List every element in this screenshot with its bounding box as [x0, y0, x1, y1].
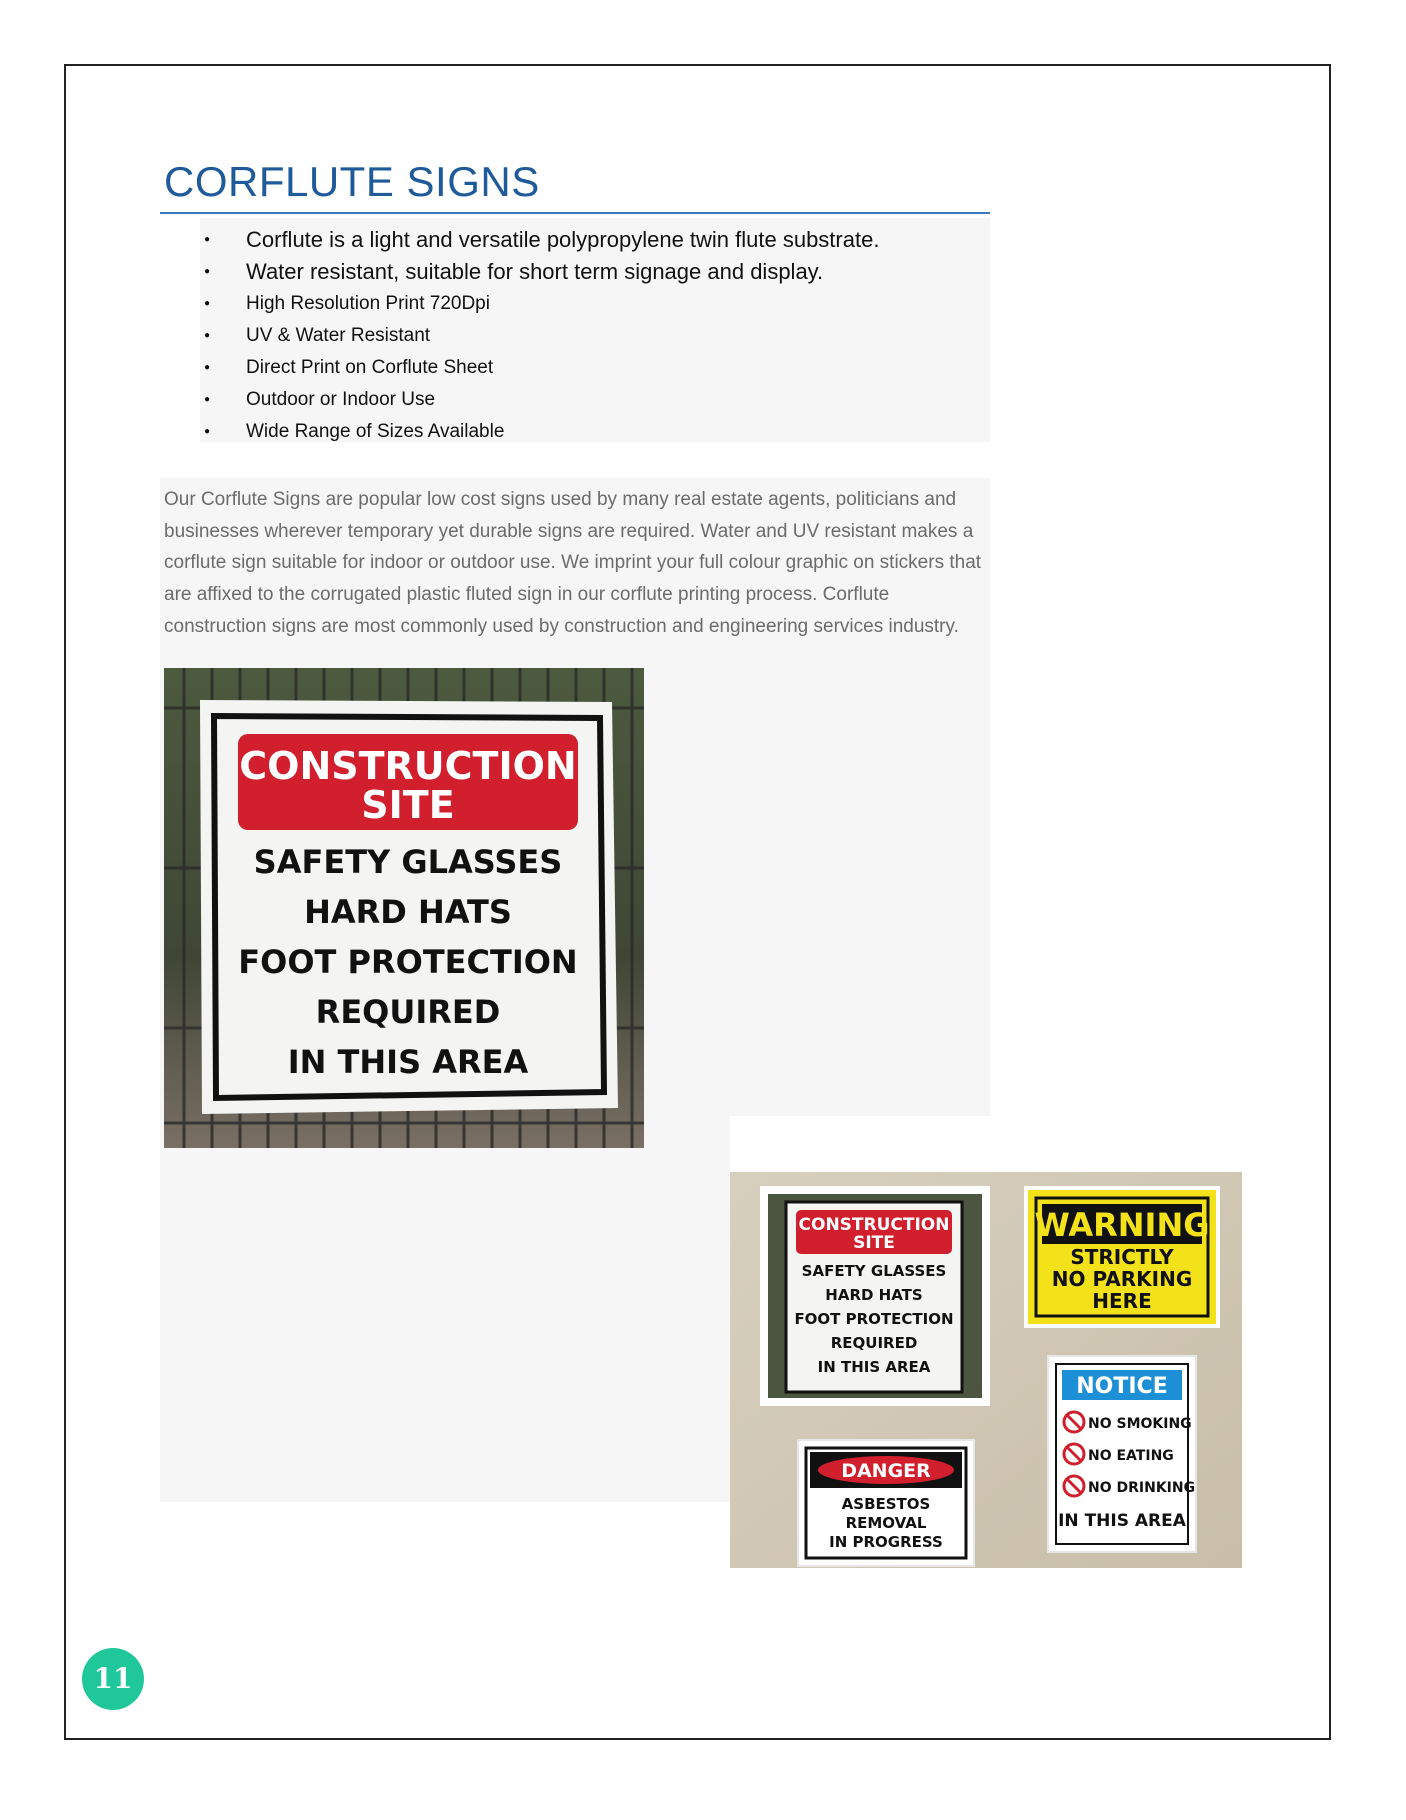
danger-header: DANGER: [841, 1460, 931, 1482]
safety-signs-collage: [730, 1116, 1242, 1580]
notice-header: NOTICE: [1076, 1374, 1168, 1399]
thumb-line: HARD HATS: [825, 1286, 923, 1304]
feature-list: [200, 224, 879, 448]
list-item: ● High Resolution Print 720Dpi: [200, 288, 879, 320]
sign-line: FOOT PROTECTION: [238, 943, 578, 981]
sign-header-line-2: SITE: [361, 783, 455, 827]
description-paragraph: Our Corflute Signs are popular low cost signs used by many real estate agents, politicians and businesses wherever temporary yet durable signs are required. Water and UV resistant makes a corflute sign suitable for indoor or outdoor use. We imprint your full colour graphic on stickers that are affixed to the corrugated plastic fluted sign in our corflute printing process. Corflute construction signs are most commonly used by construction and engineering services industry.: [164, 489, 982, 637]
danger-line: ASBESTOS: [841, 1495, 931, 1513]
thumb-line: SAFETY GLASSES: [801, 1262, 947, 1280]
thumb-header-line-1: CONSTRUCTION: [798, 1215, 950, 1235]
page-title: CORFLUTE SIGNS: [164, 158, 540, 205]
page-number-badge: 11: [82, 1648, 144, 1710]
list-item: ● Wide Range of Sizes Available: [200, 416, 879, 448]
thumb-header-line-2: SITE: [853, 1233, 895, 1253]
danger-line: IN PROGRESS: [829, 1533, 943, 1551]
notice-item: NO EATING: [1088, 1448, 1174, 1464]
sign-line: HARD HATS: [304, 893, 512, 931]
danger-line: REMOVAL: [845, 1514, 927, 1532]
warning-line: HERE: [1092, 1289, 1152, 1313]
list-item: ● Corflute is a light and versatile polypropylene twin flute substrate.: [200, 224, 879, 256]
list-item: ● Direct Print on Corflute Sheet: [200, 352, 879, 384]
list-item: ● UV & Water Resistant: [200, 320, 879, 352]
notice-item: NO DRINKING: [1088, 1480, 1196, 1496]
sign-header-line-1: CONSTRUCTION: [239, 744, 577, 788]
thumb-line: FOOT PROTECTION: [794, 1310, 954, 1328]
list-item: ● Water resistant, suitable for short term signage and display.: [200, 256, 879, 288]
sign-line: REQUIRED: [315, 993, 501, 1031]
construction-sign-photo: [164, 668, 644, 1148]
warning-header: WARNING: [1034, 1206, 1210, 1244]
list-item: ● Outdoor or Indoor Use: [200, 384, 879, 416]
notice-item: NO SMOKING: [1088, 1416, 1192, 1432]
title-underline: [160, 212, 990, 214]
sign-line: IN THIS AREA: [287, 1043, 529, 1081]
notice-footer: IN THIS AREA: [1058, 1511, 1186, 1531]
thumb-line: IN THIS AREA: [817, 1358, 931, 1376]
warning-line: STRICTLY: [1070, 1245, 1174, 1269]
sign-line: SAFETY GLASSES: [253, 843, 563, 881]
thumb-line: REQUIRED: [830, 1334, 918, 1352]
warning-line: NO PARKING: [1051, 1267, 1193, 1291]
